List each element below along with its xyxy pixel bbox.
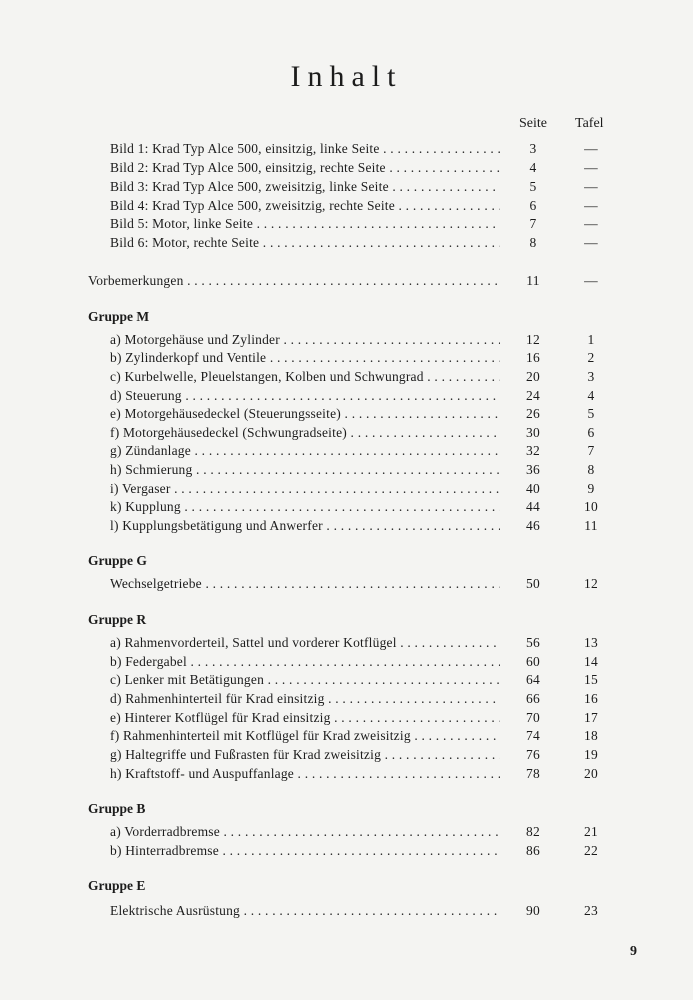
toc-entry-page: 3 [529,141,537,156]
toc-entry-table: 19 [584,747,598,762]
toc-entry-title: Elektrische Ausrüstung . . . [110,902,500,920]
toc-entry-table: 18 [584,728,598,743]
toc-entry-page: 24 [526,388,540,403]
toc-entry-page: 46 [526,518,540,533]
toc-entry-page: 32 [526,443,540,458]
toc-entry-title: i) Vergaser . . . [110,480,500,498]
toc-entry-table: 16 [584,691,598,706]
toc-entry-page: 90 [526,903,540,918]
toc-entry-title: Bild 3: Krad Typ Alce 500, zweisitzig, linke Seite . . . [110,178,500,196]
toc-entry-table: 11 [584,518,598,533]
toc-entry-page: 64 [526,672,540,687]
toc-entry-page: 78 [526,766,540,781]
toc-entry-title: a) Vorderradbremse . . . [110,823,500,841]
toc-entry-page: 11 [526,273,540,288]
toc-entry-page: 30 [526,425,540,440]
toc-entry-table: — [584,216,598,231]
toc-entry-title: h) Kraftstoff- und Auspuffanlage . . . [110,765,500,783]
toc-entry-table: — [584,179,598,194]
toc-entry-table: — [584,235,598,250]
toc-entry-table: 5 [587,406,595,421]
toc-entry-title: Bild 6: Motor, rechte Seite . . . [110,234,500,252]
toc-entry-table: — [584,141,598,156]
toc-entry-page: 7 [529,216,537,231]
toc-entry-table: 13 [584,635,598,650]
toc-entry-page: 4 [529,160,537,175]
toc-entry-title: b) Hinterradbremse . . . [110,842,500,860]
page-title: Inhalt [290,60,403,93]
group-heading: Gruppe B [88,801,146,816]
toc-entry-table: 6 [587,425,595,440]
toc-entry-table: — [584,198,598,213]
toc-entry-page: 56 [526,635,540,650]
toc-entry-page: 6 [529,198,537,213]
group-heading: Gruppe G [88,553,147,568]
toc-entry-table: 10 [584,499,598,514]
toc-entry-table: 1 [587,332,595,347]
toc-entry-table: 3 [587,369,595,384]
toc-entry-page: 44 [526,499,540,514]
toc-entry-page: 82 [526,824,540,839]
toc-entry-title: a) Motorgehäuse und Zylinder . . . [110,331,500,349]
group-heading: Gruppe E [88,878,146,893]
toc-entry-title: k) Kupplung . . . [110,498,500,516]
toc-entry-page: 60 [526,654,540,669]
toc-entry-table: 14 [584,654,598,669]
toc-entry-title: a) Rahmenvorderteil, Sattel und vorderer Kotflügel . . . [110,634,500,652]
toc-entry-title: c) Kurbelwelle, Pleuelstangen, Kolben und Schwungrad . . . [110,368,500,386]
toc-entry-title: l) Kupplungsbetätigung und Anwerfer . . . [110,517,500,535]
toc-entry-title: e) Hinterer Kotflügel für Krad einsitzig . . . [110,709,500,727]
toc-entry-page: 20 [526,369,540,384]
toc-entry-page: 40 [526,481,540,496]
toc-entry-title: f) Rahmenhinterteil mit Kotflügel für Krad zweisitzig . . . [110,727,500,745]
toc-entry-page: 5 [529,179,537,194]
toc-entry-table: 22 [584,843,598,858]
toc-entry-page: 74 [526,728,540,743]
group-heading: Gruppe M [88,309,150,324]
toc-entry-page: 76 [526,747,540,762]
toc-entry-table: 7 [587,443,595,458]
toc-entry-table: 9 [587,481,595,496]
toc-entry-title: g) Zündanlage . . . [110,442,500,460]
toc-entry-title: d) Steuerung . . . [110,387,500,405]
toc-entry-page: 70 [526,710,540,725]
toc-entry-page: 66 [526,691,540,706]
toc-entry-page: 26 [526,406,540,421]
toc-entry-page: 50 [526,576,540,591]
toc-entry-page: 36 [526,462,540,477]
toc-entry-table: 23 [584,903,598,918]
toc-entry-table: 12 [584,576,598,591]
group-heading: Gruppe R [88,612,147,627]
toc-entry-table: — [584,273,598,288]
toc-entry-title: b) Zylinderkopf und Ventile . . . [110,349,500,367]
toc-entry-title: Bild 4: Krad Typ Alce 500, zweisitzig, rechte Seite . . . [110,197,500,215]
toc-entry-title: b) Federgabel . . . [110,653,500,671]
toc-entry-title: h) Schmierung . . . [110,461,500,479]
toc-entry-page: 86 [526,843,540,858]
toc-entry-table: 8 [587,462,595,477]
page-number: 9 [630,944,637,959]
column-header-seite: Seite [519,116,547,131]
toc-entry-table: 2 [587,350,595,365]
toc-entry-title: Vorbemerkungen . . . [88,272,500,290]
toc-entry-page: 12 [526,332,540,347]
toc-entry-table: 20 [584,766,598,781]
toc-entry-title: c) Lenker mit Betätigungen . . . [110,671,500,689]
toc-entry-table: 21 [584,824,598,839]
toc-entry-title: f) Motorgehäusedeckel (Schwungradseite) . . . [110,424,500,442]
toc-entry-table: 17 [584,710,598,725]
toc-entry-table: — [584,160,598,175]
toc-entry-title: g) Haltegriffe und Fußrasten für Krad zweisitzig . . . [110,746,500,764]
toc-entry-title: Bild 2: Krad Typ Alce 500, einsitzig, rechte Seite . . . [110,159,500,177]
toc-entry-title: e) Motorgehäusedeckel (Steuerungsseite) . . . [110,405,500,423]
column-header-tafel: Tafel [575,116,604,131]
toc-entry-table: 4 [587,388,595,403]
toc-entry-page: 8 [529,235,537,250]
toc-entry-title: Wechselgetriebe . . . [110,575,500,593]
toc-entry-page: 16 [526,350,540,365]
toc-entry-table: 15 [584,672,598,687]
toc-entry-title: d) Rahmenhinterteil für Krad einsitzig . . . [110,690,500,708]
toc-entry-title: Bild 1: Krad Typ Alce 500, einsitzig, linke Seite . . . [110,140,500,158]
toc-entry-title: Bild 5: Motor, linke Seite . . . [110,215,500,233]
